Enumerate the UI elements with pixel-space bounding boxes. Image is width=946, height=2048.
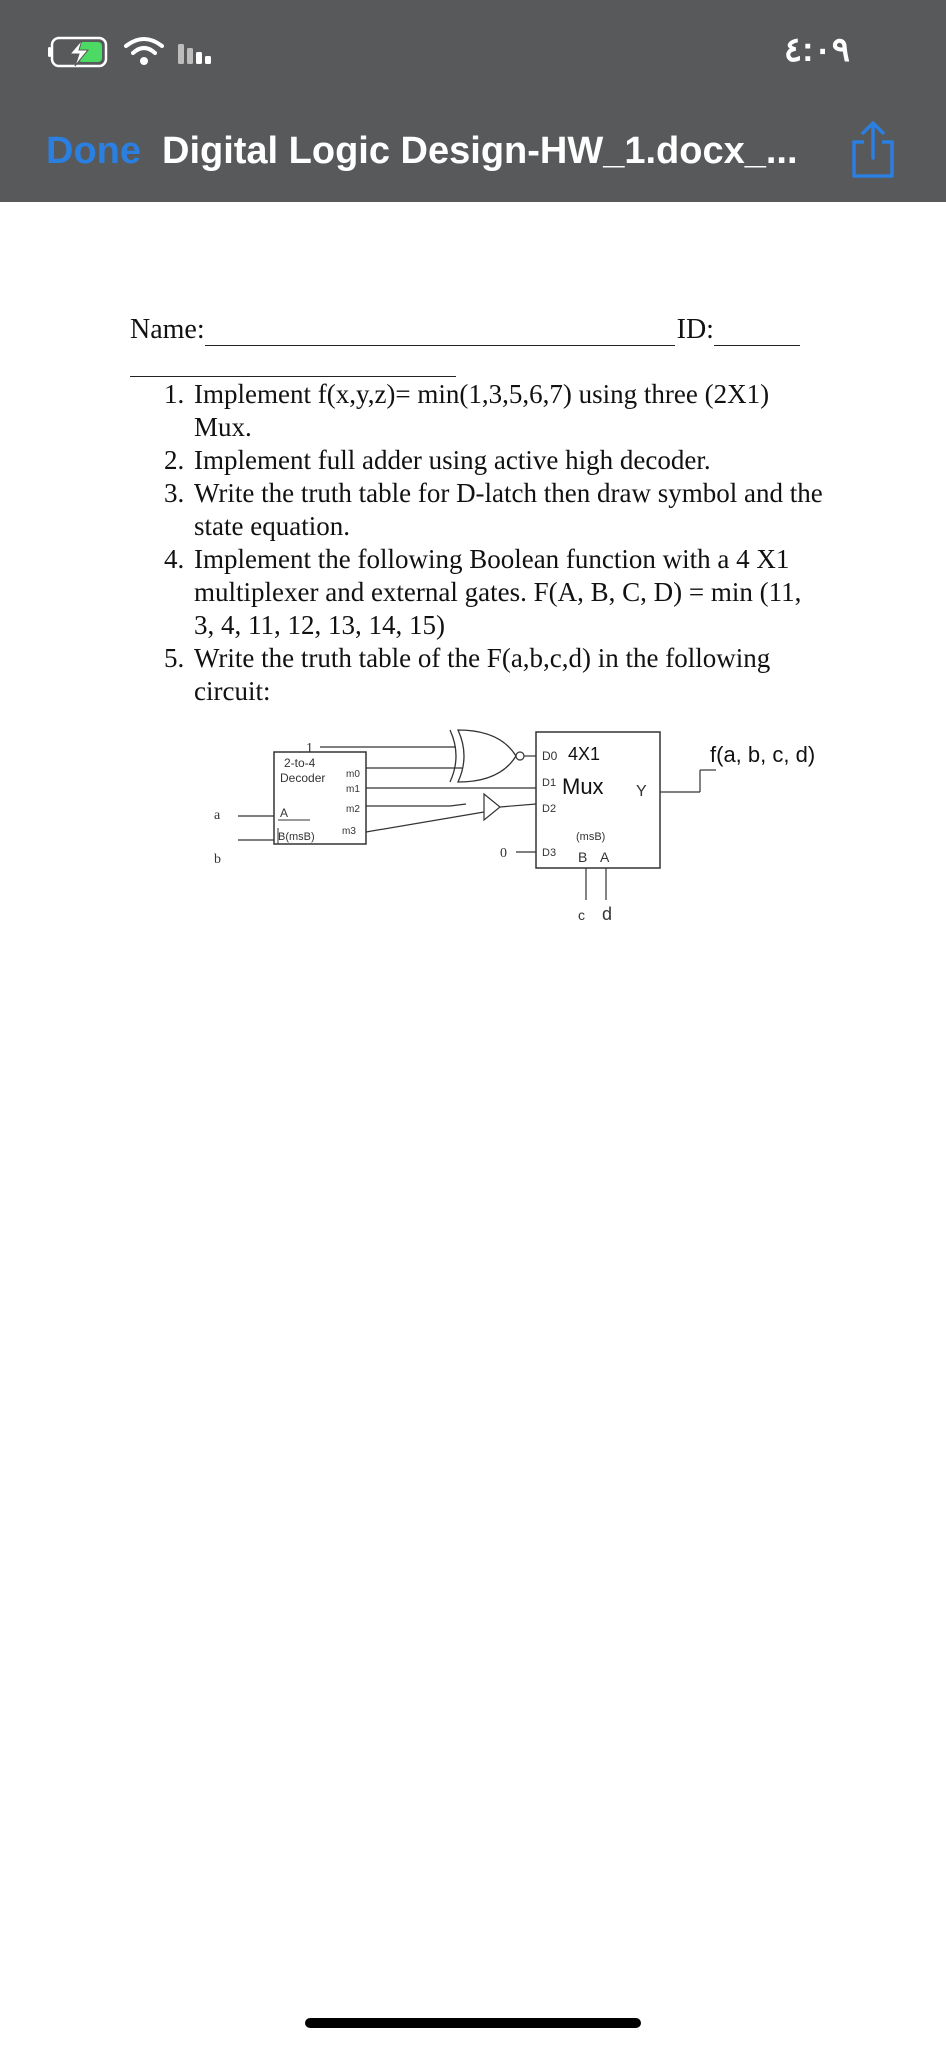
done-button[interactable]: Done [46,130,141,172]
decoder-output-m2: m2 [346,804,360,815]
circuit-diagram [200,722,860,932]
decoder-input-a: A [280,806,289,820]
question-item: 2. Implement full adder using active high decoder. [164,445,711,475]
decoder-output-m3: m3 [342,826,356,837]
status-bar [0,0,946,100]
input-a-label: a [214,808,221,823]
mux-d0: D0 [542,749,558,763]
name-blank-continued [130,376,456,377]
mux-d2: D2 [542,803,557,815]
output-label: f(a, b, c, d) [710,742,816,767]
question-item: 3. Write the truth table for D-latch then draw symbol and the state equation. [164,478,823,541]
name-id-row [130,314,810,346]
mux-subtitle: Mux [562,774,604,799]
xnor-gate-body [458,730,516,782]
wifi-icon [124,36,164,66]
question-item: 5. Write the truth table of the F(a,b,c,d) in the following circuit: [164,643,771,706]
id-label: ID: [676,314,714,345]
mux-d1: D1 [542,777,557,789]
select-c-label: c [578,907,585,923]
decoder-subtitle: Decoder [280,771,326,785]
document-page [0,202,946,2048]
mux-d3: D3 [542,847,557,859]
status-time: ٤:٠٩ [783,31,850,69]
name-label: Name: [130,314,205,345]
decoder-output-m1: m1 [346,784,360,795]
select-d-label: d [602,904,613,924]
battery-charging-icon [48,36,114,68]
cellular-signal-icon [176,40,216,64]
question-list [164,378,824,708]
question-item: 1. Implement f(x,y,z)= min(1,3,5,6,7) using three (2X1) Mux. [164,379,770,442]
decoder-output-m0: m0 [346,769,360,780]
input-b-label: b [214,852,221,867]
buffer-gate [484,794,500,820]
const-one-label: 1 [306,741,313,756]
id-blank [714,319,800,346]
share-icon[interactable] [848,120,898,180]
question-item: 4. Implement the following Boolean function with a 4 X1 multiplexer and external gates. F(A, B, C, D) = min (11, 3, 4, 11, 12, 13, 14, 15) [164,544,802,640]
nav-bar [0,100,946,202]
home-indicator[interactable] [305,2018,641,2028]
xnor-gate-bubble [516,752,524,760]
mux-title: 4X1 [568,744,601,764]
document-title: Digital Logic Design-HW_1.docx_... [162,130,798,172]
decoder-title: 2-to-4 [284,756,316,770]
mux-select-a: A [600,849,610,865]
top-bar [0,0,946,202]
mux-output-y: Y [636,783,647,800]
xnor-gate-input-arc [450,730,456,782]
mux-msb-label: (msB) [576,831,606,843]
decoder-input-b: B(msB) [278,831,315,843]
name-blank [205,319,675,346]
mux-select-b: B [578,849,588,865]
const-zero-label: 0 [500,846,507,861]
